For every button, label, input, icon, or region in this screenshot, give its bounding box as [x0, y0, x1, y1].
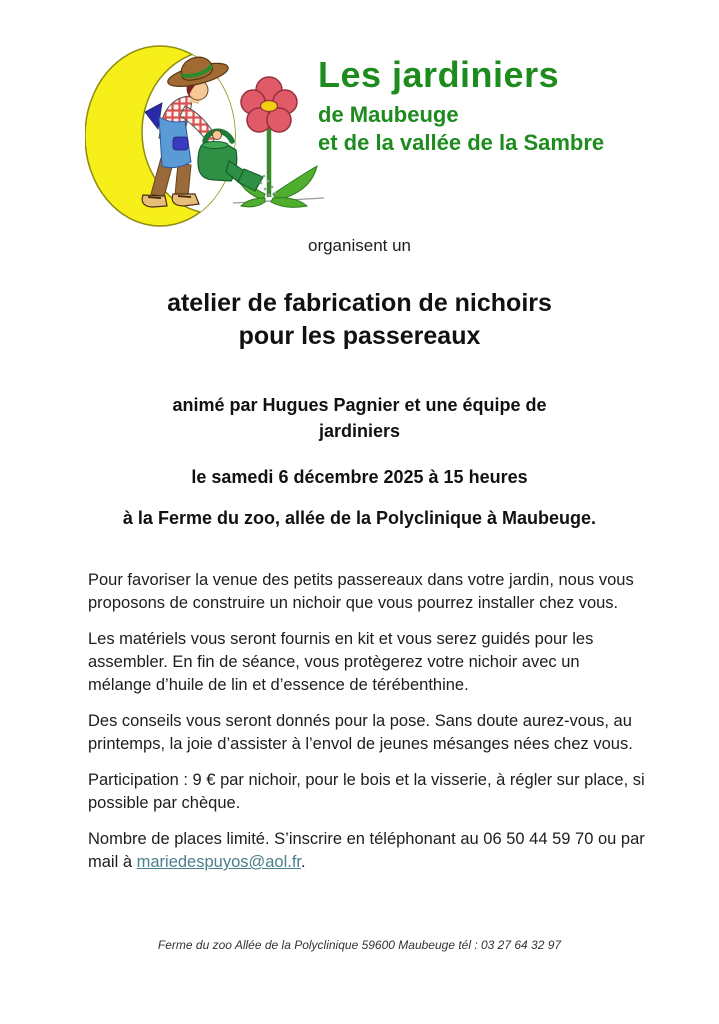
event-animator — [0, 392, 719, 444]
registration-text-before: Nombre de places limité. S’inscrire en téléphonant au 06 50 44 59 70 ou par mail à — [88, 830, 645, 871]
paragraph-participation: Participation : 9 € par nichoir, pour le bois et la visserie, à régler sur place, si possible par chèque. — [88, 771, 645, 812]
organization-subtitle-line1: de Maubeuge — [318, 101, 459, 127]
paragraph-invitation: Pour favoriser la venue des petits passereaux dans votre jardin, nous vous proposons de construire un nichoir que vous pourrez installer chez vous. — [88, 571, 634, 612]
event-animator-line2: jardiniers — [318, 421, 401, 441]
event-animator-line1: animé par Hugues Pagnier et une équipe de — [172, 395, 547, 415]
paragraph-advice: Des conseils vous seront donnés pour la pose. Sans doute aurez-vous, au printemps, la joie d’assister à l’envol de jeunes mésanges nées chez vous. — [88, 712, 633, 753]
registration-text-after: . — [301, 853, 306, 871]
gardener-moon-flower-icon — [85, 44, 325, 229]
intro-line: organisent un — [307, 236, 412, 255]
event-datetime: le samedi 6 décembre 2025 à 15 heures — [191, 467, 528, 487]
event-location: à la Ferme du zoo, allée de la Polyclinique à Maubeuge. — [122, 508, 597, 528]
paragraph-registration — [88, 828, 646, 874]
paragraph-materials: Les matériels vous seront fournis en kit et vous serez guidés pour les assembler. En fin de séance, vous protègerez votre nichoir avec un mélange d’huile de lin et d’essence de térébenthine. — [88, 630, 594, 694]
footer-address: Ferme du zoo Allée de la Polyclinique 59600 Maubeuge tél : 03 27 64 32 97 — [157, 938, 562, 952]
logo-gardener-illustration — [85, 44, 325, 229]
event-title — [0, 287, 719, 353]
header — [0, 0, 719, 230]
organization-name: Les jardiniers — [318, 54, 560, 95]
body-text — [88, 569, 646, 874]
event-title-line2: pour les passereaux — [238, 322, 481, 350]
event-title-line1: atelier de fabrication de nichoirs — [167, 289, 552, 317]
organization-title-block — [318, 56, 604, 157]
organization-subtitle-line2: et de la vallée de la Sambre — [318, 129, 605, 155]
email-link[interactable]: mariedespuyos@aol.fr — [136, 853, 302, 871]
